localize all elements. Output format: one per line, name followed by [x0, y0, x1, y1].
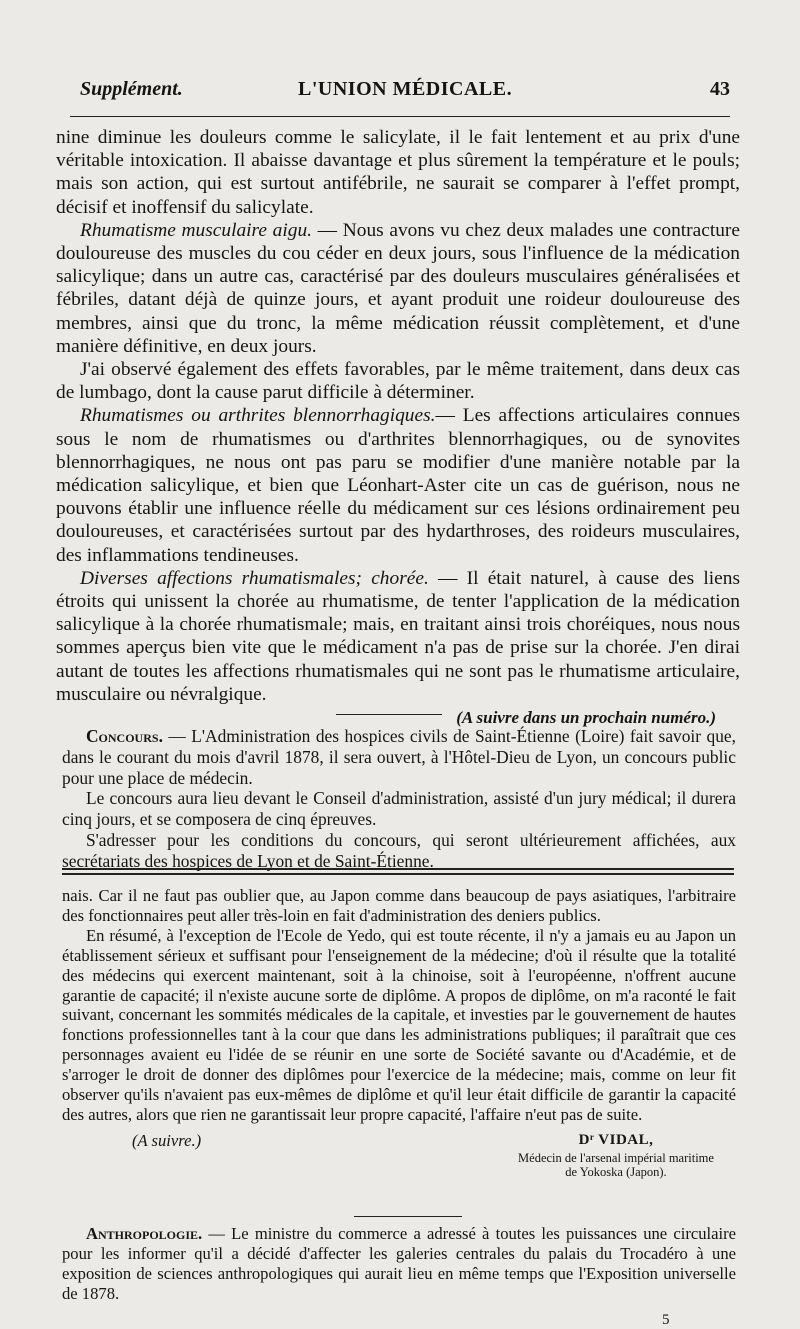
- article-paragraph-4: [56, 404, 740, 566]
- article-paragraph-3: J'ai observé également des effets favorables, par le même traitement, dans deux cas de lumbago, dont la cause parut difficile à déterminer.: [56, 359, 740, 404]
- header-journal-title: L'UNION MÉDICALE.: [298, 78, 513, 100]
- author-affiliation-line-1: Médecin de l'arsenal impérial maritime: [518, 1150, 714, 1165]
- double-rule-bottom: [62, 873, 734, 875]
- article-paragraph-1: nine diminue les douleurs comme le salicylate, il le fait lentement et au prix d'une véritable intoxication. Il abaisse davantage et plus sûrement la température et le pouls; mais son action, qui est surtout antifébrile, ne saurait se comparer à l'effet prompt, décisif et inoffensif du salicylate.: [56, 127, 740, 218]
- anthropologie-text: — Le ministre du commerce a adressé à toutes les puissances une circulaire pour les informer qu'il a décidé d'affecter les galeries centrales du palais du Trocadéro à une exposition de sciences anthropologiques qui aurait lieu en même temps que l'Exposition universelle de 1878.: [62, 1224, 736, 1303]
- concours-heading: Concours.: [86, 726, 163, 746]
- author-affiliation-line-2: de Yokoska (Japon).: [565, 1164, 667, 1179]
- anthropologie-heading: Anthropologie.: [86, 1224, 203, 1243]
- signature-block: [62, 1131, 736, 1185]
- header-supplement: Supplément.: [80, 78, 183, 100]
- section-text-blennorrhagiques: — Les affections articulaires connues sous le nom de rhumatismes ou d'arthrites blennorrhagiques, ou de synovites blennorrhagiques, ne nous ont pas paru se modifier d'une manière notable par la médication salicylique, et bien que Léonhart-Aster cite un cas de guérison, nous ne pouvons établir une influence réelle du médicament sur ces lésions ordinairement peu douloureuses, et caractérisées surtout par des hydarthroses, des roideurs musculaires, des inflammations tendineuses.: [56, 405, 741, 566]
- to-be-continued-note: (A suivre dans un prochain numéro.): [456, 708, 716, 728]
- author-name: Dʳ VIDAL,: [578, 1131, 654, 1148]
- japon-paragraph-2: En résumé, à l'exception de l'Ecole de Yedo, qui est toute récente, il n'y a jamais eu au Japon un établissement sérieux et suffisant pour l'enseignement de la médecine; d'où il résulte que la totalité des médecins qui exercent maintenant, soit à la chinoise, soit à l'européenne, n'offrent aucune garantie de capacité; il n'existe aucune sorte de diplôme. A propos de diplôme, on m'a raconté le fait suivant, concernant les sommités médicales de la capitale, et investies par le gouvernement de hautes fonctions professionnelles tant à la cour que dans les administrations publiques; il paraîtrait que ces personnages avaient eu l'idée de se réunir en une sorte de Société savante ou d'Académie, et de s'arroger le droit de donner des diplômes pour l'exercice de la médecine; mais, comme on leur fit observer qu'ils n'avaient pas eux-mêmes de diplôme et qu'il leur était difficile de garantir la capacité des autres, alors que rien ne garantissait leur propre capacité, l'affaire n'eut pas de suite.: [62, 925, 736, 1124]
- concours-paragraph-3: S'adresser pour les conditions du concours, qui seront ultérieurement affichées, aux secrétariats des hospices de Lyon et de Saint-Étienne.: [62, 829, 736, 871]
- signature-mark: 5: [662, 1312, 670, 1328]
- header-page-number: 43: [710, 78, 730, 100]
- japon-paragraph-1: nais. Car il ne faut pas oublier que, au Japon comme dans beaucoup de pays asiatiques, l'arbitraire des fonctionnaires peut aller très-loin en fait d'administration des deniers publics.: [62, 886, 736, 925]
- concours-notice: [62, 726, 736, 872]
- double-rule-top: [62, 868, 734, 870]
- article-paragraph-5: [56, 567, 740, 706]
- section-text-choree: — Il était naturel, à cause des liens étroits qui unissent la chorée au rhumatisme, de tenter l'application de la médication salicylique à la chorée rhumatismale; mais, en traitant ainsi trois choréiques, nous nous sommes aperçus bien vite que le médicament n'a pas de prise sur la chorée. J'en dirai autant de toutes les affections rhumatismales qui ne sont pas le rhumatisme articulaire, musculaire ou névralgique.: [56, 567, 740, 705]
- article-salicylate: [56, 126, 740, 730]
- feuilleton-to-be-continued: (A suivre.): [132, 1130, 202, 1150]
- section-text-rhumatisme-musculaire: — Nous avons vu chez deux malades une contracture douloureuse des muscles du cou céder en deux jours, sous l'influence de la médication salicylique; dans un autre cas, caractérisé par des douleurs musculaires généralisées et fébriles, datant déjà de quinze jours, et ayant produit une roideur douloureuse des membres, ainsi que du tronc, la même médication réussit complètement, et d'une manière définitive, en deux jours.: [56, 219, 740, 357]
- header-rule: [70, 116, 730, 117]
- anthropologie-notice: [62, 1224, 736, 1304]
- section-heading-choree: Diverses affections rhumatismales; chorée.: [80, 567, 429, 589]
- section-divider-2: [354, 1216, 462, 1217]
- section-heading-blennorrhagiques: Rhumatismes ou arthrites blennorrhagiques.: [80, 405, 436, 427]
- author-signature: [506, 1131, 726, 1179]
- anthropologie-paragraph: [62, 1224, 736, 1304]
- page-header: [80, 78, 730, 108]
- concours-paragraph-2: Le concours aura lieu devant le Conseil d'administration, assisté d'un jury médical; il durera cinq jours, et se composera de cinq épreuves.: [62, 788, 736, 830]
- feuilleton-japon: [62, 886, 736, 1185]
- concours-text-1: — L'Administration des hospices civils de Saint-Étienne (Loire) fait savoir que, dans le courant du mois d'avril 1878, il sera ouvert, à l'Hôtel-Dieu de Lyon, un concours public pour une place de médecin.: [62, 726, 736, 788]
- section-heading-rhumatisme-musculaire: Rhumatisme musculaire aigu.: [80, 219, 312, 241]
- article-paragraph-2: [56, 219, 740, 358]
- concours-paragraph-1: [62, 726, 736, 788]
- section-divider: [336, 714, 442, 715]
